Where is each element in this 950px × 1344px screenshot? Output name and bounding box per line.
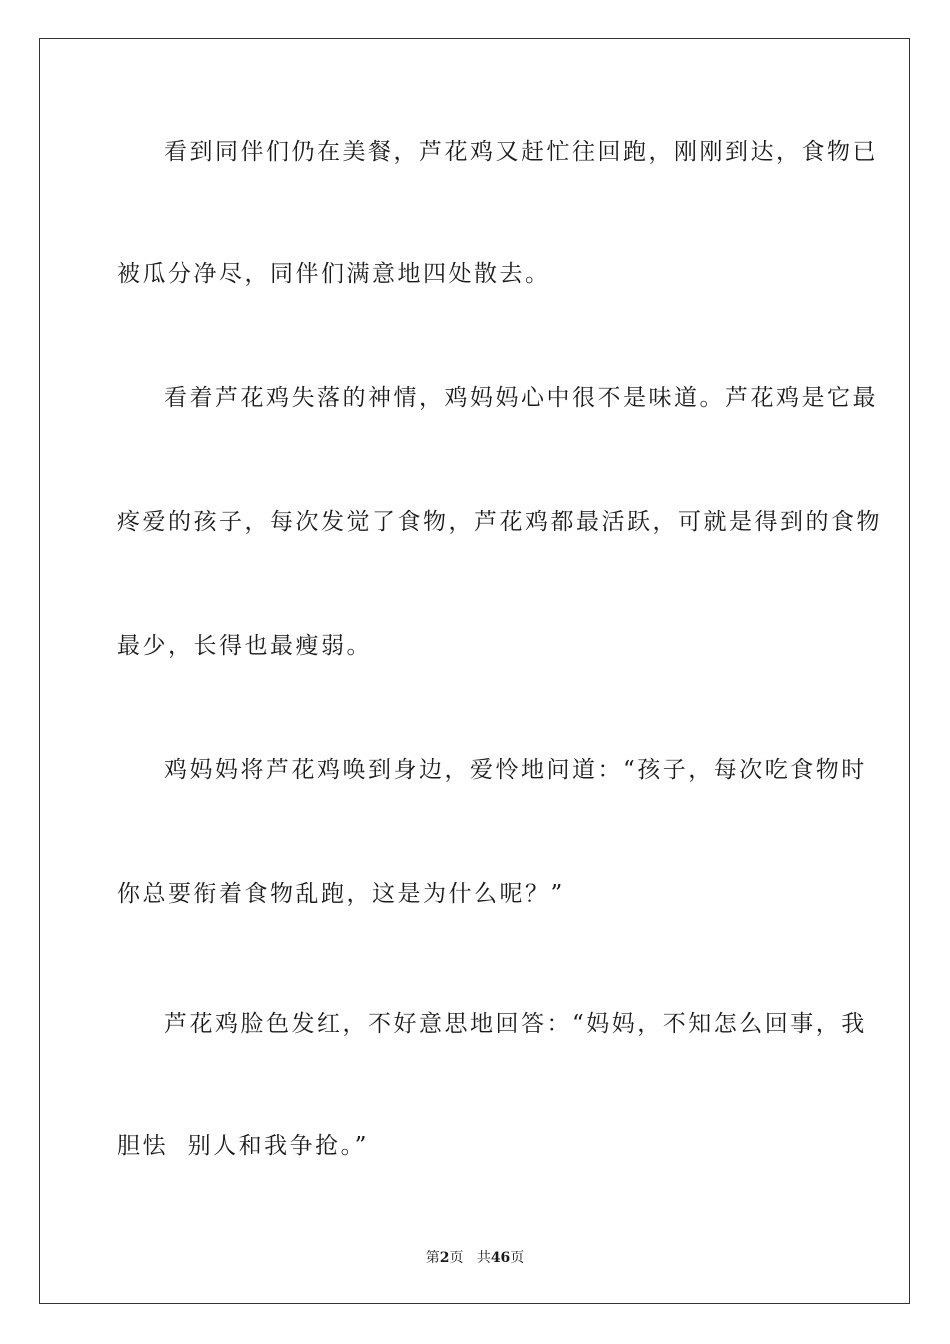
- paragraph-line: 鸡妈妈将芦花鸡唤到身边，爱怜地问道：“孩子，每次吃食物时: [164, 757, 867, 783]
- current-page-number: 2: [439, 1250, 450, 1266]
- page-border: [39, 38, 910, 1304]
- paragraph-line: 看到同伴们仍在美餐，芦花鸡又赶忙往回跑，刚刚到达，食物已: [164, 139, 878, 165]
- footer-total-prefix: 共: [476, 1250, 491, 1266]
- paragraph-line: 被瓜分净尽，同伴们满意地四处散去。: [117, 261, 551, 287]
- paragraph-line: 看着芦花鸡失落的神情，鸡妈妈心中很不是味道。芦花鸡是它最: [164, 385, 878, 411]
- page-footer: [0, 1247, 950, 1267]
- paragraph-line: 芦花鸡脸色发红，不好意思地回答：“妈妈，不知怎么回事，我: [164, 1011, 867, 1037]
- footer-prefix: 第: [425, 1250, 440, 1266]
- paragraph-line: 胆怯 别人和我争抢。”: [117, 1133, 369, 1159]
- paragraph-line: 最少，长得也最瘦弱。: [117, 633, 372, 659]
- total-pages-number: 46: [490, 1250, 511, 1266]
- footer-total-suffix: 页: [510, 1250, 525, 1266]
- paragraph-line: 疼爱的孩子，每次发觉了食物，芦花鸡都最活跃，可就是得到的食物: [117, 509, 882, 535]
- paragraph-line: 你总要衔着食物乱跑，这是为什么呢？”: [117, 881, 565, 907]
- footer-page-suffix: 页: [449, 1250, 464, 1266]
